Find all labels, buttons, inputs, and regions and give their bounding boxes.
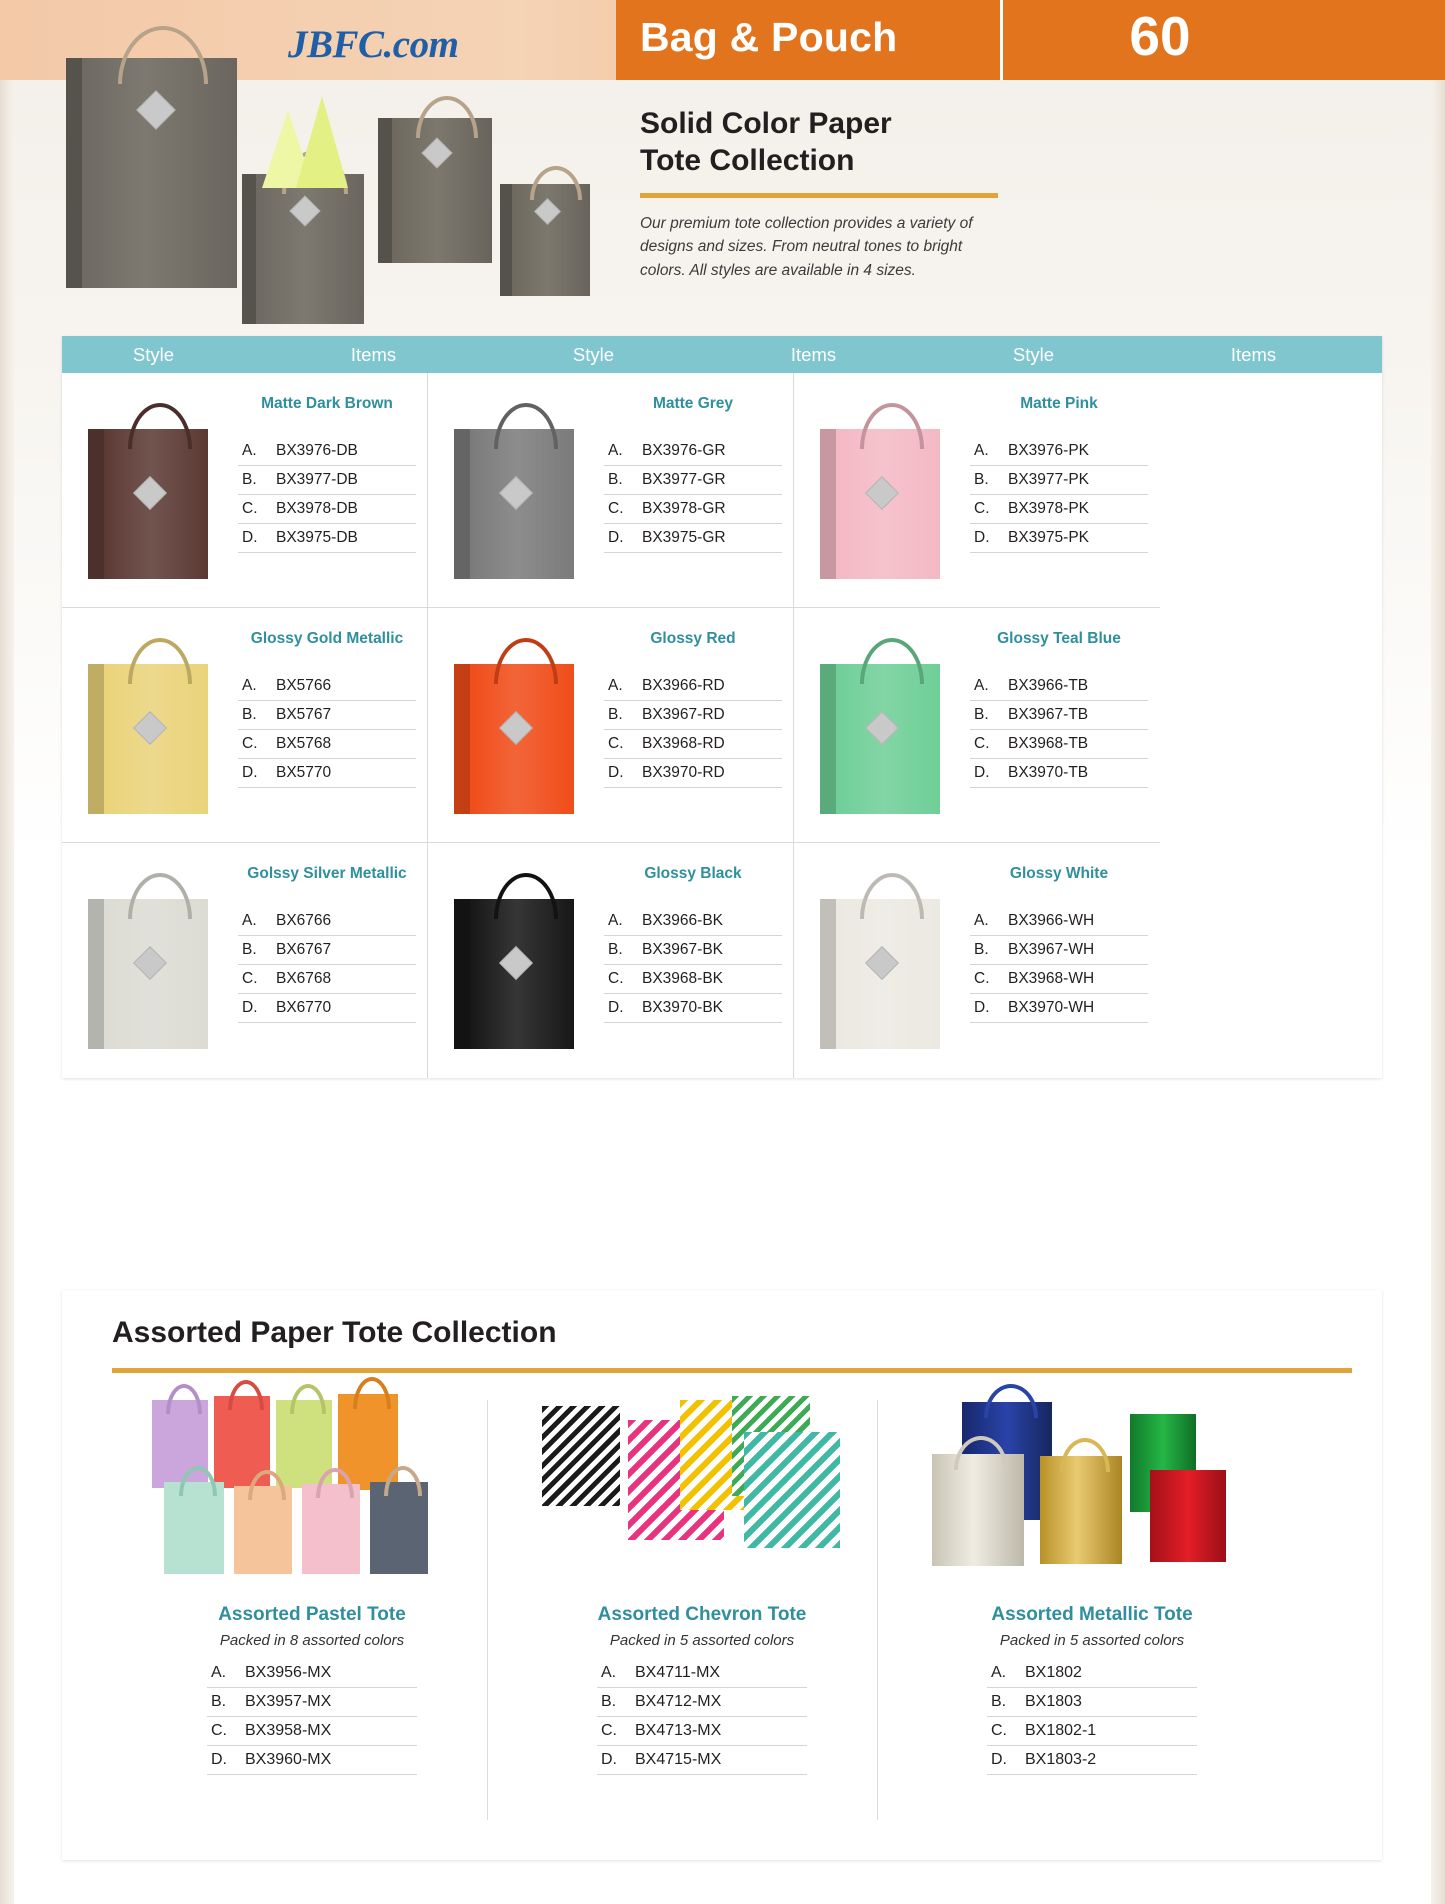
item-code: BX5766 <box>276 677 332 694</box>
table-row <box>970 524 1148 553</box>
item-code: BX5770 <box>276 764 332 781</box>
hero-bag-large <box>82 58 237 288</box>
item-code: BX3966-WH <box>1008 912 1095 929</box>
item-letter: B. <box>608 471 623 488</box>
table-row <box>604 466 782 495</box>
table-row <box>970 730 1148 759</box>
product-info <box>238 395 416 553</box>
table-row <box>970 672 1148 701</box>
item-code: BX3968-BK <box>642 970 723 987</box>
product-photo <box>78 865 228 1061</box>
column-header-style-3: Style <box>1012 343 1055 365</box>
item-letter: B. <box>608 941 623 958</box>
item-code: BX3966-RD <box>642 677 725 694</box>
hero-product-photo <box>60 36 620 336</box>
item-letter: A. <box>242 442 257 459</box>
product-name: Matte Grey <box>652 395 734 412</box>
item-code: BX3970-WH <box>1008 999 1095 1016</box>
hero-title-line2: Tote Collection <box>640 143 855 177</box>
list-item: C. BX3958-MX <box>207 1717 417 1746</box>
assorted-pastel-subtitle: Packed in 8 assorted colors <box>219 1632 405 1649</box>
product-name: Matte Dark Brown <box>261 395 393 412</box>
list-item: D. BX4715-MX <box>597 1746 807 1775</box>
assorted-column-chevron <box>502 1386 902 1775</box>
table-row <box>604 495 782 524</box>
assorted-pastel-item-list <box>207 1659 417 1775</box>
item-code: BX5768 <box>276 735 332 752</box>
product-name: Glossy Teal Blue <box>997 630 1121 647</box>
item-letter: B. <box>242 471 257 488</box>
assorted-section <box>62 1290 1382 1860</box>
table-row <box>604 965 782 994</box>
item-code: BX3978-DB <box>276 500 358 517</box>
product-photo <box>810 630 960 826</box>
table-row <box>970 466 1148 495</box>
item-code: BX3970-TB <box>1008 764 1089 781</box>
item-letter: C. <box>242 500 258 517</box>
table-row <box>970 701 1148 730</box>
table-row <box>604 701 782 730</box>
item-letter: A. <box>974 677 989 694</box>
item-code: BX3978-PK <box>1008 500 1089 517</box>
assorted-metallic-subtitle: Packed in 5 assorted colors <box>999 1632 1185 1649</box>
item-code: BX3975-PK <box>1008 529 1089 546</box>
product-name: Matte Pink <box>1020 395 1098 412</box>
item-code: BX3977-DB <box>276 471 358 488</box>
assorted-column-pastel <box>112 1386 512 1775</box>
product-info <box>238 630 416 788</box>
table-row <box>238 965 416 994</box>
item-letter: C. <box>242 735 258 752</box>
assorted-divider-rule <box>112 1368 1352 1373</box>
product-info <box>970 865 1148 1023</box>
item-letter: D. <box>608 764 624 781</box>
table-row <box>238 466 416 495</box>
product-cell <box>62 843 428 1078</box>
item-code: BX3976-PK <box>1008 442 1089 459</box>
product-name: Glossy White <box>1009 865 1109 882</box>
item-code: BX6768 <box>276 970 332 987</box>
product-info <box>970 395 1148 553</box>
product-grid <box>62 373 1382 1078</box>
item-code: BX3976-DB <box>276 442 358 459</box>
table-row <box>238 936 416 965</box>
list-item: A. BX4711-MX <box>597 1659 807 1688</box>
item-letter: D. <box>242 764 258 781</box>
table-row <box>238 759 416 788</box>
assorted-column-metallic <box>892 1386 1292 1775</box>
table-row <box>970 495 1148 524</box>
assorted-pastel-photo <box>142 1386 482 1586</box>
item-code: BX6766 <box>276 912 332 929</box>
item-code: BX3967-WH <box>1008 941 1095 958</box>
item-letter: A. <box>974 442 989 459</box>
table-row <box>238 907 416 936</box>
item-letter: A. <box>242 677 257 694</box>
item-code: BX3968-WH <box>1008 970 1095 987</box>
assorted-pastel-name: Assorted Pastel Tote <box>218 1604 406 1625</box>
table-row <box>604 759 782 788</box>
column-header-items-3: Items <box>1230 343 1277 365</box>
assorted-metallic-name: Assorted Metallic Tote <box>991 1604 1193 1625</box>
table-row <box>604 524 782 553</box>
table-row <box>970 907 1148 936</box>
hero-bag-tiny <box>512 184 590 296</box>
table-row <box>970 437 1148 466</box>
hero-bag-small <box>392 118 492 263</box>
table-row <box>604 730 782 759</box>
item-code: BX3977-GR <box>642 471 726 488</box>
item-code: BX3970-BK <box>642 999 723 1016</box>
product-info <box>238 865 416 1023</box>
item-letter: A. <box>608 912 623 929</box>
item-code: BX3968-TB <box>1008 735 1089 752</box>
list-item: C. BX4713-MX <box>597 1717 807 1746</box>
item-letter: C. <box>608 500 624 517</box>
table-row <box>238 437 416 466</box>
item-code: BX3966-TB <box>1008 677 1089 694</box>
solid-color-product-table <box>62 336 1382 1078</box>
table-row <box>604 437 782 466</box>
item-letter: B. <box>608 706 623 723</box>
product-cell <box>428 373 794 608</box>
item-letter: B. <box>974 706 989 723</box>
brand-logo: JBFC.com <box>288 23 459 66</box>
hero-bag-medium <box>256 174 364 324</box>
page-edge-right <box>1431 0 1445 1904</box>
column-header-items-2: Items <box>790 343 837 365</box>
product-name: Golssy Silver Metallic <box>247 865 407 882</box>
assorted-title: Assorted Paper Tote Collection <box>112 1316 557 1349</box>
item-code: BX3978-GR <box>642 500 726 517</box>
product-photo <box>78 395 228 591</box>
item-letter: B. <box>974 941 989 958</box>
hero-description: Our premium tote collection provides a variety of designs and sizes. From neutral tones to bright colors. All styles are available in 4 sizes. <box>640 215 973 279</box>
product-cell <box>794 608 1160 843</box>
list-item: B. BX1803 <box>987 1688 1197 1717</box>
product-cell <box>62 373 428 608</box>
table-header-row <box>62 336 1382 373</box>
item-letter: A. <box>608 677 623 694</box>
item-letter: B. <box>974 471 989 488</box>
table-row <box>238 495 416 524</box>
item-letter: D. <box>242 999 258 1016</box>
product-name: Glossy Gold Metallic <box>250 630 404 647</box>
product-cell <box>428 843 794 1078</box>
item-code: BX3967-BK <box>642 941 723 958</box>
table-row <box>604 907 782 936</box>
item-letter: B. <box>242 941 257 958</box>
item-letter: D. <box>242 529 258 546</box>
item-code: BX3975-DB <box>276 529 358 546</box>
item-code: BX3970-RD <box>642 764 725 781</box>
section-title: Bag & Pouch <box>640 14 898 60</box>
product-name: Glossy Red <box>650 630 736 647</box>
item-code: BX3968-RD <box>642 735 725 752</box>
hero-title <box>640 106 1060 179</box>
assorted-chevron-photo <box>532 1386 872 1586</box>
item-letter: A. <box>974 912 989 929</box>
table-row <box>970 994 1148 1023</box>
assorted-chevron-subtitle: Packed in 5 assorted colors <box>609 1632 795 1649</box>
assorted-metallic-item-list <box>987 1659 1197 1775</box>
assorted-chevron-item-list <box>597 1659 807 1775</box>
table-row <box>970 936 1148 965</box>
item-letter: D. <box>974 999 990 1016</box>
hero-divider-rule <box>640 193 998 198</box>
product-info <box>604 630 782 788</box>
item-letter: D. <box>974 529 990 546</box>
list-item: D. BX3960-MX <box>207 1746 417 1775</box>
item-letter: C. <box>608 735 624 752</box>
item-code: BX3977-PK <box>1008 471 1089 488</box>
product-photo <box>810 865 960 1061</box>
product-info <box>970 630 1148 788</box>
page-number: 60 <box>1129 5 1191 67</box>
item-code: BX3967-TB <box>1008 706 1089 723</box>
product-cell <box>794 373 1160 608</box>
product-cell <box>428 608 794 843</box>
item-letter: C. <box>974 970 990 987</box>
hero-tissue-paper <box>258 92 352 186</box>
item-letter: C. <box>974 735 990 752</box>
list-item: B. BX4712-MX <box>597 1688 807 1717</box>
item-letter: D. <box>608 529 624 546</box>
table-row <box>604 672 782 701</box>
list-item: A. BX3956-MX <box>207 1659 417 1688</box>
page-edge-left <box>0 0 14 1904</box>
list-item: B. BX3957-MX <box>207 1688 417 1717</box>
product-cell <box>62 608 428 843</box>
assorted-metallic-photo <box>922 1386 1262 1586</box>
product-name: Glossy Black <box>644 865 742 882</box>
item-letter: C. <box>974 500 990 517</box>
item-code: BX5767 <box>276 706 332 723</box>
product-info <box>604 865 782 1023</box>
item-code: BX3967-RD <box>642 706 725 723</box>
product-photo <box>444 630 594 826</box>
column-header-style-2: Style <box>572 343 615 365</box>
item-code: BX6770 <box>276 999 332 1016</box>
item-letter: A. <box>608 442 623 459</box>
product-photo <box>444 865 594 1061</box>
list-item: A. BX1802 <box>987 1659 1197 1688</box>
list-item: D. BX1803-2 <box>987 1746 1197 1775</box>
product-photo <box>78 630 228 826</box>
item-letter: A. <box>242 912 257 929</box>
hero-title-line1: Solid Color Paper <box>640 107 892 140</box>
column-header-style-1: Style <box>132 343 175 365</box>
table-row <box>238 524 416 553</box>
item-code: BX3976-GR <box>642 442 726 459</box>
column-header-items-1: Items <box>350 343 397 365</box>
table-row <box>604 994 782 1023</box>
header-divider <box>1000 0 1003 80</box>
table-row <box>238 701 416 730</box>
list-item: C. BX1802-1 <box>987 1717 1197 1746</box>
table-row <box>238 730 416 759</box>
table-row <box>970 965 1148 994</box>
item-code: BX3966-BK <box>642 912 723 929</box>
table-row <box>604 936 782 965</box>
item-letter: C. <box>242 970 258 987</box>
product-info <box>604 395 782 553</box>
assorted-chevron-name: Assorted Chevron Tote <box>597 1604 807 1625</box>
product-photo <box>810 395 960 591</box>
hero-text-block <box>640 106 1060 282</box>
item-letter: D. <box>974 764 990 781</box>
product-cell <box>794 843 1160 1078</box>
item-letter: D. <box>608 999 624 1016</box>
item-code: BX3975-GR <box>642 529 726 546</box>
table-row <box>970 759 1148 788</box>
item-letter: B. <box>242 706 257 723</box>
item-code: BX6767 <box>276 941 332 958</box>
item-letter: C. <box>608 970 624 987</box>
table-row <box>238 672 416 701</box>
table-row <box>238 994 416 1023</box>
product-photo <box>444 395 594 591</box>
